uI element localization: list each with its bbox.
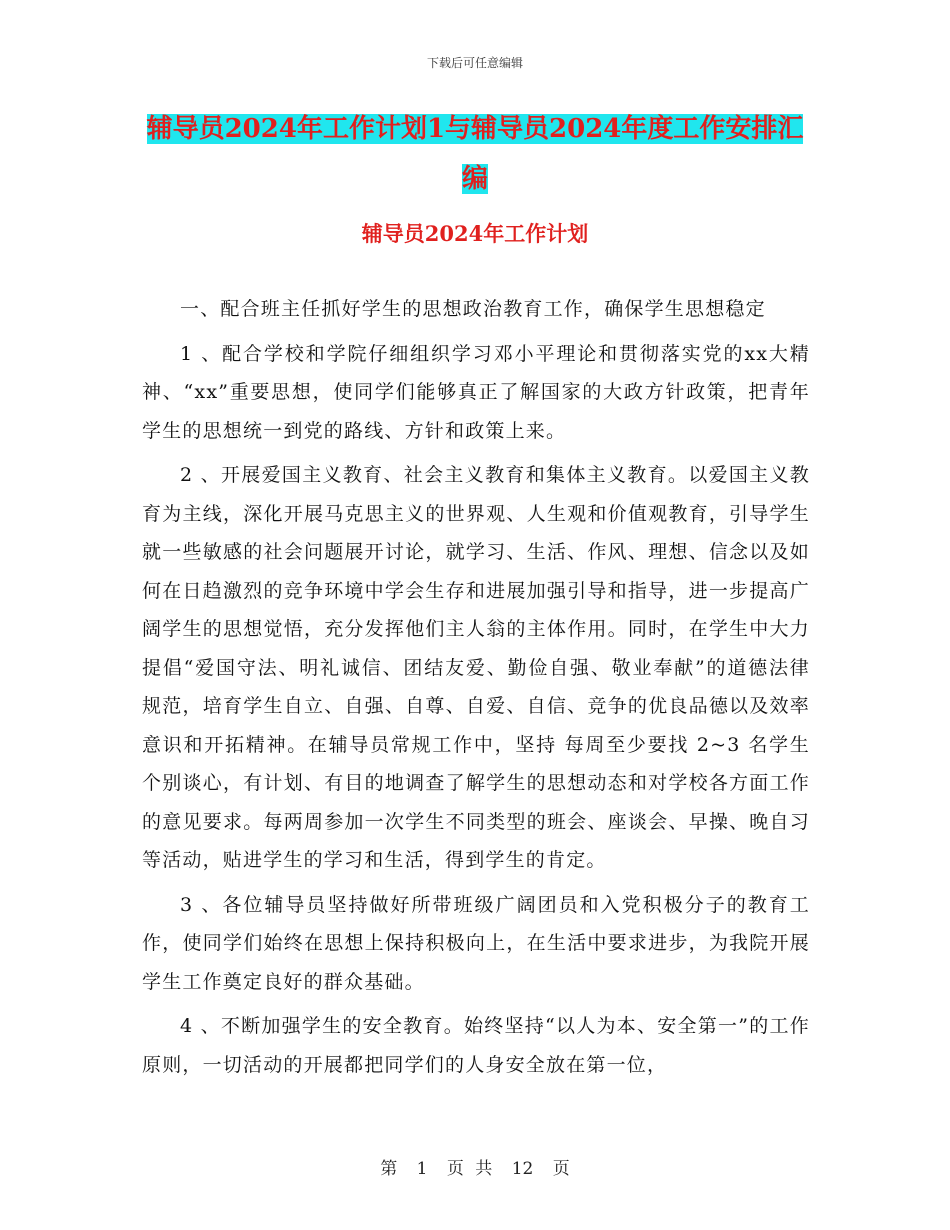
section-heading: 辅导员2024年工作计划 <box>361 221 589 246</box>
header-note: 下载后可任意编辑 <box>426 56 523 70</box>
footer-suffix: 页 <box>552 1159 570 1179</box>
total-pages-number: 12 <box>511 1159 534 1179</box>
document-body <box>142 290 810 1090</box>
page-footer <box>0 1154 950 1179</box>
document-title-text: 辅导员2024年工作计划1与辅导员2024年度工作安排汇编 <box>146 114 804 194</box>
paragraph: 4 、不断加强学生的安全教育。始终坚持“以人为本、安全第一”的工作原则，一切活动的开展都把同学们的人身安全放在第一位， <box>142 1015 810 1076</box>
paragraph: 3 、各位辅导员坚持做好所带班级广阔团员和入党积极分子的教育工作，使同学们始终在思想上保持积极向上，在生活中要求进步，为我院开展学生工作奠定良好的群众基础。 <box>142 893 810 993</box>
paragraph: 1 、配合学校和学院仔细组织学习邓小平理论和贯彻落实党的xx大精神、“xx”重要思想，使同学们能够真正了解国家的大政方针政策，把青年学生的思想统一到党的路线、方针和政策上来。 <box>142 342 810 442</box>
paragraph: 2 、开展爱国主义教育、社会主义教育和集体主义教育。以爱国主义教育为主线，深化开展马克思主义的世界观、人生观和价值观教育，引导学生就一些敏感的社会问题展开讨论，就学习、生活、作风、理想、信念以及如何在日趋激烈的竞争环境中学会生存和进展加强引导和指导，进一步提高广阔学生的思想觉悟，充分发挥他们主人翁的主体作用。同时，在学生中大力提倡“爱国守法、明礼诚信、团结友爱、勤俭自强、敬业奉献”的道德法律规范，培育学生自立、自强、自尊、自爱、自信、竞争的优良品德以及效率意识和开拓精神。在辅导员常规工作中，坚持 每周至少要找 2~3 名学生个别谈心，有计划、有目的地调查了解学生的思想动态和对学校各方面工作的意见要求。每两周参加一次学生不同类型的班会、座谈会、早操、晚自习等活动，贴进学生的学习和生活，得到学生的肯定。 <box>142 464 810 871</box>
document-title <box>145 104 805 204</box>
current-page-number: 1 <box>416 1159 428 1179</box>
footer-middle: 页 共 <box>446 1159 493 1179</box>
footer-prefix: 第 <box>380 1159 398 1179</box>
paragraph: 一、配合班主任抓好学生的思想政治教育工作，确保学生思想稳定 <box>180 298 766 320</box>
